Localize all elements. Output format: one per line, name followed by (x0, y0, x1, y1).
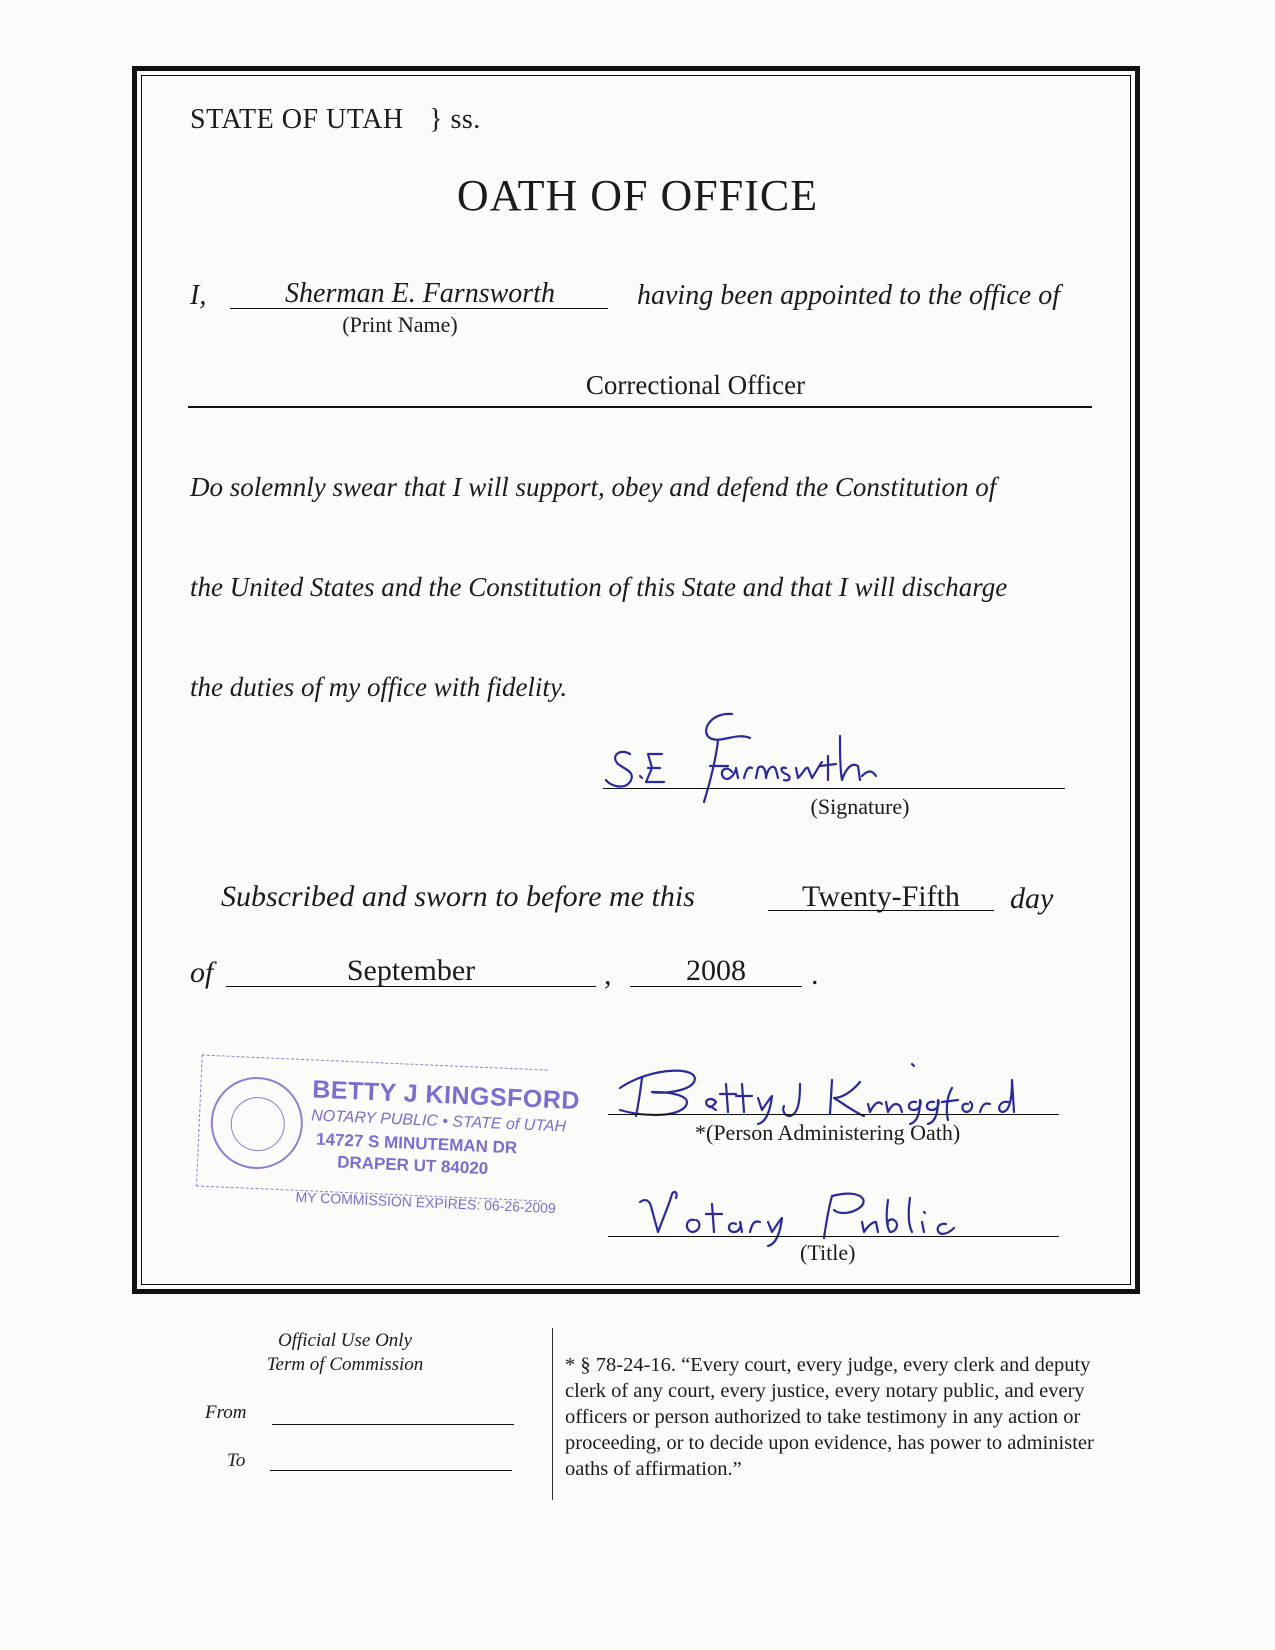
sworn-prefix: Subscribed and sworn to before me this (221, 880, 695, 913)
stamp-commission-expires: MY COMMISSION EXPIRES: 06-26-2009 (295, 1188, 557, 1217)
from-label: From (205, 1402, 247, 1423)
official-use-heading: Official Use Only (277, 1330, 413, 1351)
year-underline (630, 986, 802, 987)
ss-marker: } ss. (429, 104, 481, 135)
print-name-label: (Print Name) (342, 312, 458, 337)
date-comma: , (604, 958, 612, 991)
title-label: (Title) (800, 1240, 856, 1265)
appointed-text: having been appointed to the office of (637, 280, 1061, 311)
sworn-month: September (346, 954, 476, 987)
oath-line-3: the duties of my office with fidelity. (190, 672, 568, 702)
office-underline (188, 406, 1092, 408)
statute-footnote: * § 78-24-16. “Every court, every judge, every clerk and deputy clerk of any court, every justice, every notary public, and every officers or person authorized to take testimony in any action or proceeding, or to decide upon evidence, has power to administer oaths of affirmation.” (565, 1354, 1094, 1480)
signature-line (603, 788, 1065, 789)
name-underline (230, 308, 608, 309)
document-title: OATH OF OFFICE (456, 171, 819, 220)
oath-line-2: the United States and the Constitution of this State and that I will discharge (190, 572, 1008, 602)
footer-divider (552, 1328, 553, 1500)
office-title: Correctional Officer (585, 370, 806, 400)
from-field-line (272, 1424, 514, 1425)
signature-label: (Signature) (810, 794, 910, 819)
date-period: . (811, 958, 819, 991)
day-word: day (1010, 882, 1054, 915)
to-label: To (227, 1450, 246, 1471)
term-of-commission-heading: Term of Commission (266, 1354, 424, 1375)
administrator-signature (612, 1058, 1032, 1128)
oath-line-1: Do solemnly swear that I will support, obey and defend the Constitution of (190, 472, 997, 502)
state-heading (190, 104, 481, 136)
i-prefix: I, (190, 280, 207, 311)
stamp-role: NOTARY PUBLIC • STATE of UTAH (310, 1107, 567, 1136)
of-word: of (190, 956, 214, 989)
stamp-address-2: DRAPER UT 84020 (336, 1152, 489, 1179)
administrator-label: *(Person Administering Oath) (695, 1120, 961, 1145)
administrator-signature-line (608, 1114, 1059, 1115)
notary-stamp (195, 1055, 581, 1234)
sworn-day-value: Twenty-Fifth (802, 880, 960, 913)
title-line (608, 1236, 1059, 1237)
state-name: STATE OF UTAH (190, 104, 404, 135)
month-underline (226, 986, 596, 987)
stamp-address-1: 14727 S MINUTEMAN DR (315, 1129, 518, 1158)
to-field-line (270, 1470, 512, 1471)
sworn-year: 2008 (686, 954, 746, 987)
stamp-notary-name: BETTY J KINGSFORD (311, 1075, 581, 1116)
day-underline (768, 910, 994, 911)
appointee-name: Sherman E. Farnsworth (285, 278, 555, 309)
